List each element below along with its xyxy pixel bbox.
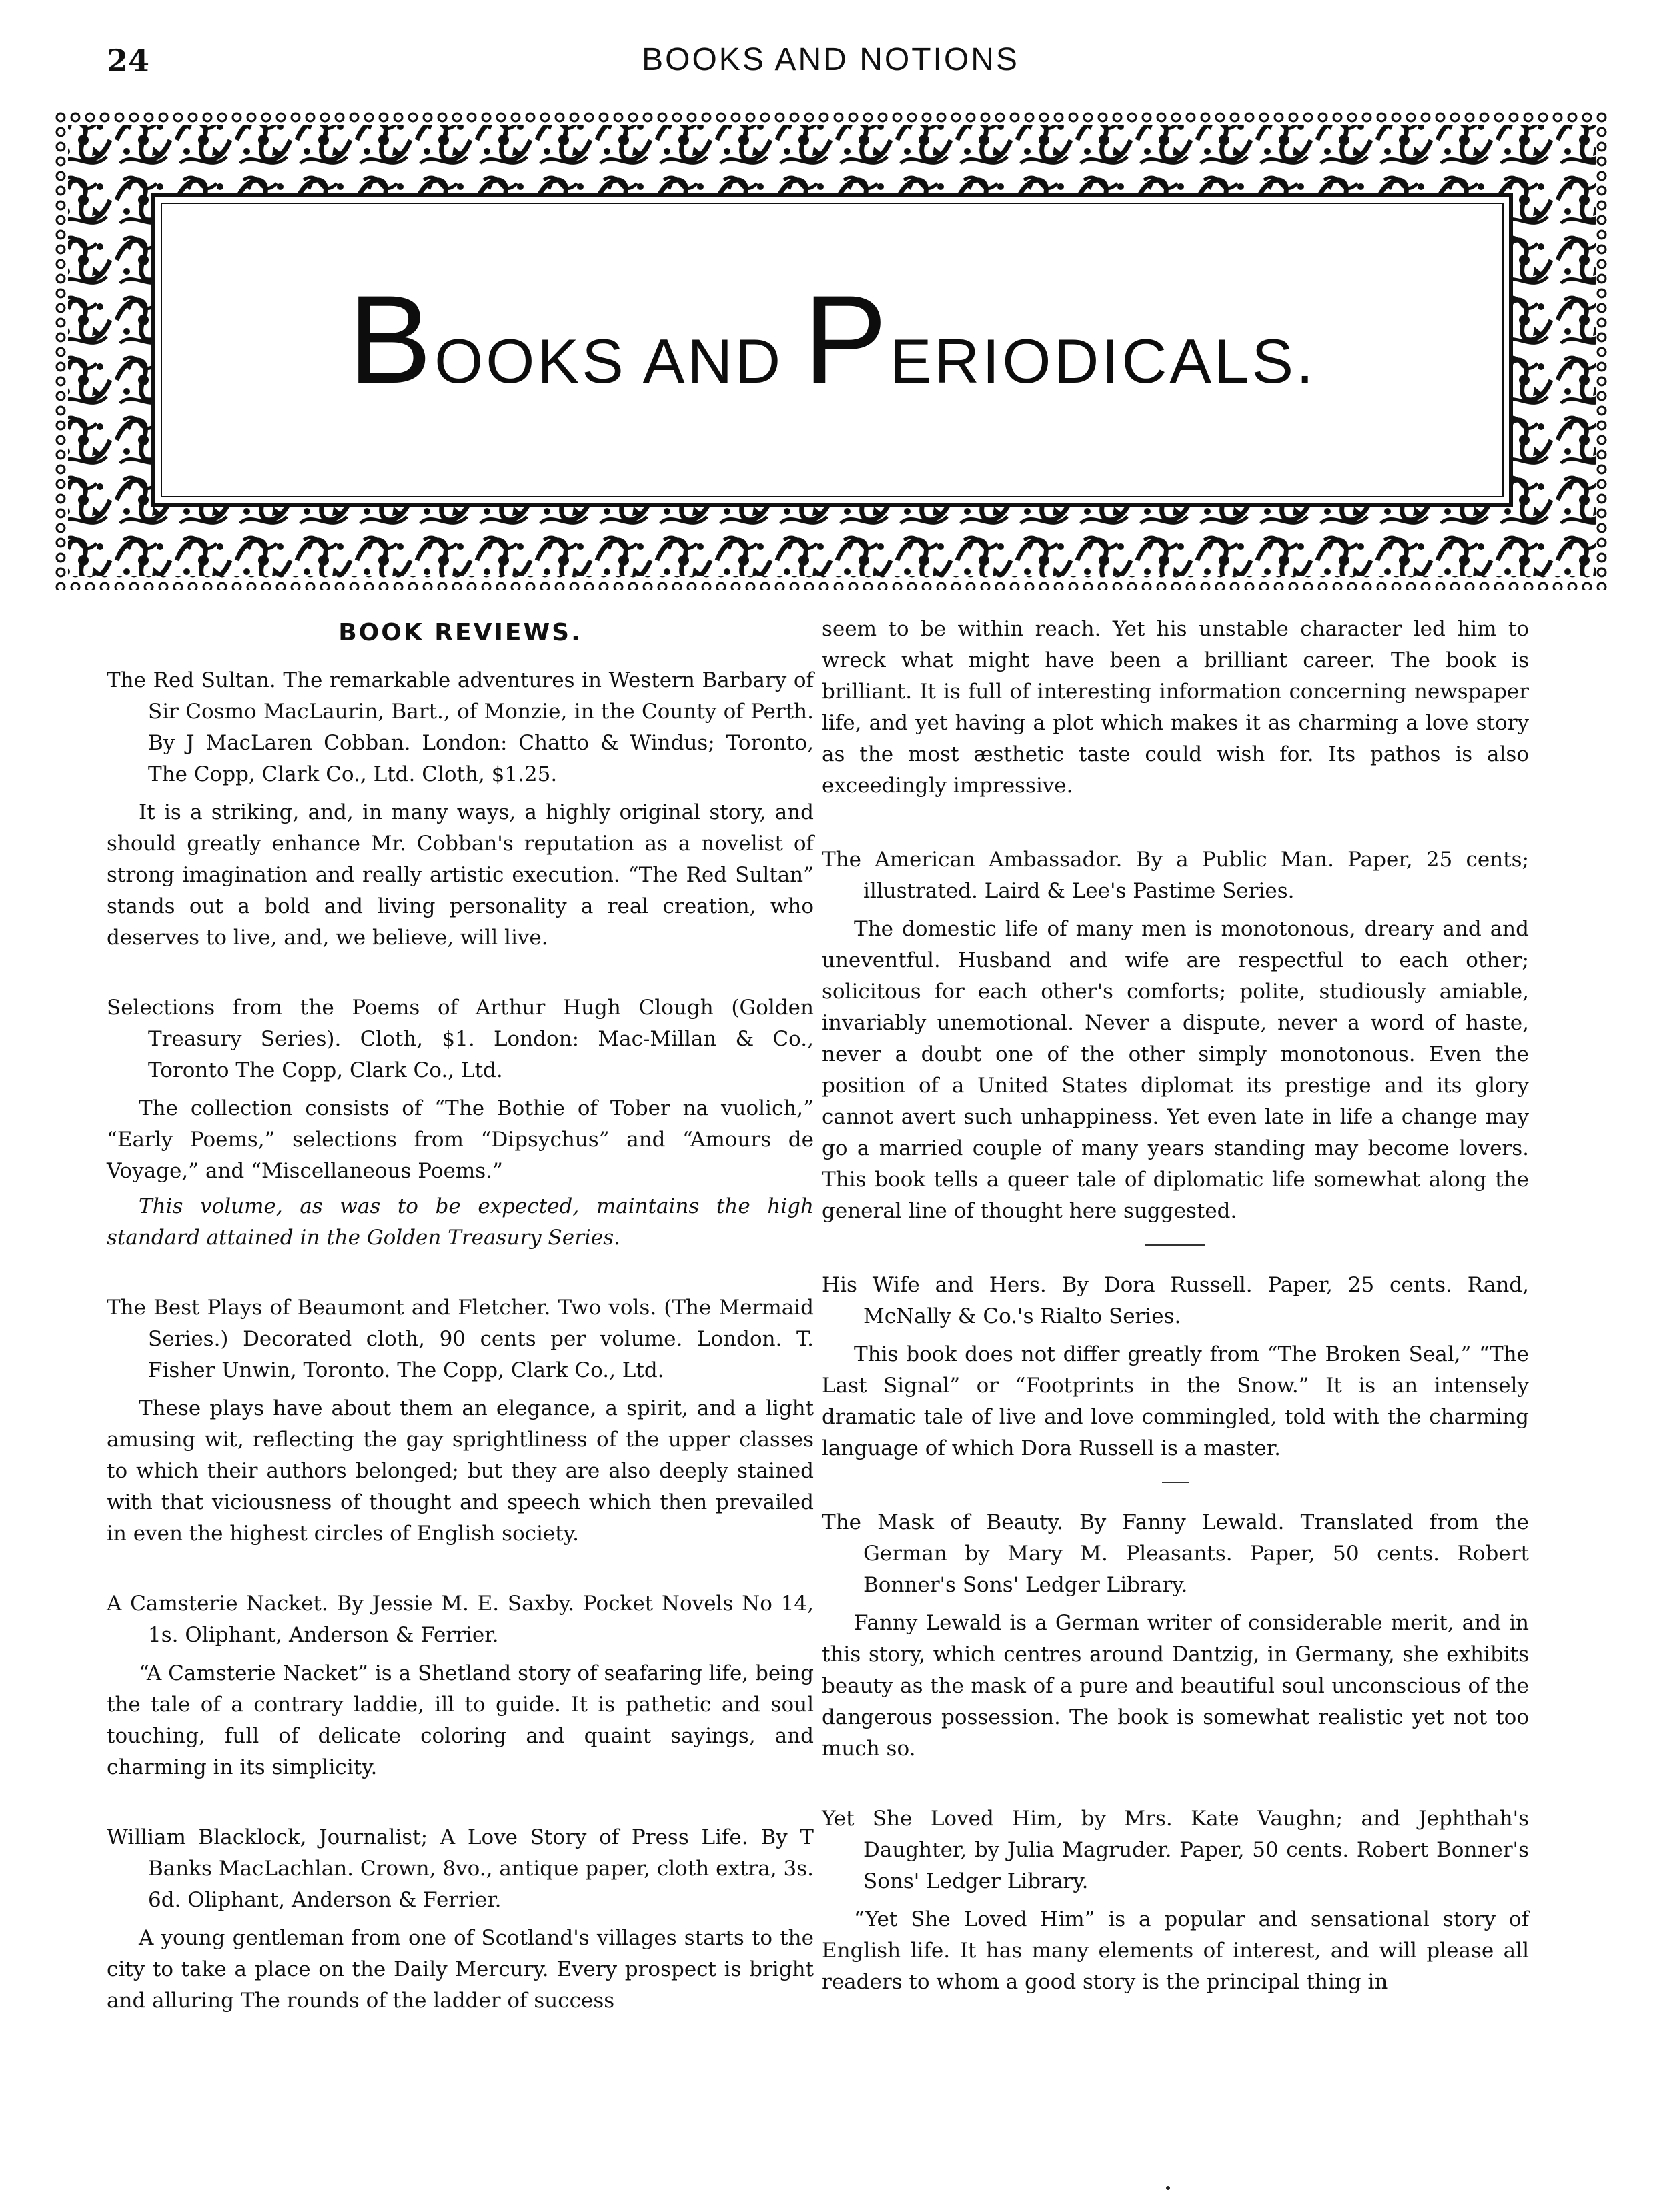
review-body: It is a striking, and, in many ways, a highly original story, and should greatly enhance Mr. Cobban's reputation as a novelist of strong imagination and really artistic execution. “The Red Sultan” stands out a bold and living personality a real creation, who deserves to live, and, we believe, will live.	[107, 800, 814, 950]
review-heading: William Blacklock, Journalist; A Love Story of Press Life. By T Banks MacLachlan. Crown, 8vo., antique paper, cloth extra, 3s. 6d. Oliphant, Anderson & Ferrier.	[107, 1825, 814, 1912]
continued-review-body: seem to be within reach. Yet his unstable character led him to wreck what might have been a brilliant career. The book is brilliant. It is full of interesting information concerning newspaper life, and yet having a plot which makes it as charming a love story as the most æsthetic taste could wish for. Its pathos is also exceedingly impressive.	[822, 617, 1529, 798]
ornamental-banner	[53, 110, 1611, 590]
running-title: BOOKS AND NOTIONS	[642, 42, 1019, 77]
entry-spacer	[107, 1787, 814, 1822]
entry-spacer	[822, 1769, 1529, 1803]
banner-title-part-1: OOKS AND	[434, 326, 804, 396]
separator-rule	[1145, 1244, 1205, 1246]
left-column	[107, 614, 814, 2021]
right-column	[822, 614, 1529, 2002]
review-heading: The Red Sultan. The remarkable adventures in Western Barbary of Sir Cosmo MacLaurin, Bart., of Monzie, in the County of Perth. By J MacLaren Cobban. London: Chatto & Windus; Toronto, The Copp, Clark Co., Ltd. Cloth, $1.25.	[107, 668, 814, 786]
entry-spacer	[107, 1554, 814, 1588]
page-number: 24	[107, 43, 150, 79]
review-body: The domestic life of many men is monotonous, dreary and and uneventful. Husband and wife are respectful to each other; solicitous for each other's comforts; polite, studiously amiable, invariably unemotional. Never a dispute, never a word of haste, never a doubt one of the other simply monotonous. Even the position of a United States diplomat its prestige and its glory cannot avert such unhappiness. Yet even late in life a change may go a married couple of many years standing may become lovers. This book tells a queer tale of diplomatic life somewhat along the general line of thought here suggested.	[822, 917, 1529, 1223]
entry-spacer	[107, 958, 814, 992]
review-body: These plays have about them an elegance, a spirit, and a light amusing wit, reflecting the gay sprightliness of the upper classes to which their authors belonged; but they are also deeply stained with that viciousness of thought and speech which then prevailed in even the highest circles of English society.	[107, 1396, 814, 1546]
review-body: This volume, as was to be expected, maintains the high standard attained in the Golden Treasury Series.	[107, 1194, 814, 1250]
review-heading: The Mask of Beauty. By Fanny Lewald. Translated from the German by Mary M. Pleasants. Paper, 50 cents. Robert Bonner's Sons' Ledger Library.	[822, 1510, 1529, 1597]
review-heading: Selections from the Poems of Arthur Hugh Clough (Golden Treasury Series). Cloth, $1. London: Mac-Millan & Co., Toronto The Copp, Clark Co., Ltd.	[107, 996, 814, 1082]
review-heading: The Best Plays of Beaumont and Fletcher. Two vols. (The Mermaid Series.) Decorated cloth, 90 cents per volume. London. T. Fisher Unwin, Toronto. The Copp, Clark Co., Ltd.	[107, 1296, 814, 1382]
review-body: A young gentleman from one of Scotland's villages starts to the city to take a place on the Daily Mercury. Every prospect is bright and alluring The rounds of the ladder of success	[107, 1926, 814, 2013]
review-body: Fanny Lewald is a German writer of considerable merit, and in this story, which centres around Dantzig, in Germany, she exhibits beauty as the mask of a pure and beautiful soul unconscious of the dangerous possession. The book is somewhat realistic yet not too much so.	[822, 1611, 1529, 1761]
review-body: This book does not differ greatly from “The Broken Seal,” “The Last Signal” or “Footprints in the Snow.” It is an intensely dramatic tale of live and love commingled, told with the charming language of which Dora Russell is a master.	[822, 1342, 1529, 1460]
separator-rule	[1162, 1482, 1189, 1483]
entry-spacer	[107, 1258, 814, 1292]
review-heading: Yet She Loved Him, by Mrs. Kate Vaughn; and Jephthah's Daughter, by Julia Magruder. Paper, 50 cents. Robert Bonner's Sons' Ledger Library.	[822, 1807, 1529, 1893]
review-heading: A Camsterie Nacket. By Jessie M. E. Saxby. Pocket Novels No 14, 1s. Oliphant, Anderson & Ferrier.	[107, 1592, 814, 1647]
print-speck	[1166, 2186, 1170, 2190]
review-heading: His Wife and Hers. By Dora Russell. Paper, 25 cents. Rand, McNally & Co.'s Rialto Series.	[822, 1273, 1529, 1328]
review-body: The collection consists of “The Bothie of Tober na vuolich,” “Early Poems,” selections from “Dipsychus” and “Amours de Voyage,” and “Miscellaneous Poems.”	[107, 1096, 814, 1183]
section-heading: BOOK REVIEWS.	[338, 619, 582, 646]
banner-title-cap-p: P	[803, 269, 890, 409]
review-body: “Yet She Loved Him” is a popular and sensational story of English life. It has many elements of interest, and will please all readers to whom a good story is the principal thing in	[822, 1907, 1529, 1994]
banner-title	[53, 269, 1611, 409]
banner-title-cap-b: B	[348, 269, 435, 409]
review-heading: The American Ambassador. By a Public Man. Paper, 25 cents; illustrated. Laird & Lee's Pastime Series.	[822, 848, 1529, 903]
review-body: “A Camsterie Nacket” is a Shetland story of seafaring life, being the tale of a contrary laddie, ill to guide. It is pathetic and soul touching, full of delicate coloring and quaint sayings, and charming in its simplicity.	[107, 1661, 814, 1779]
banner-title-part-2: ERIODICALS.	[889, 326, 1317, 396]
